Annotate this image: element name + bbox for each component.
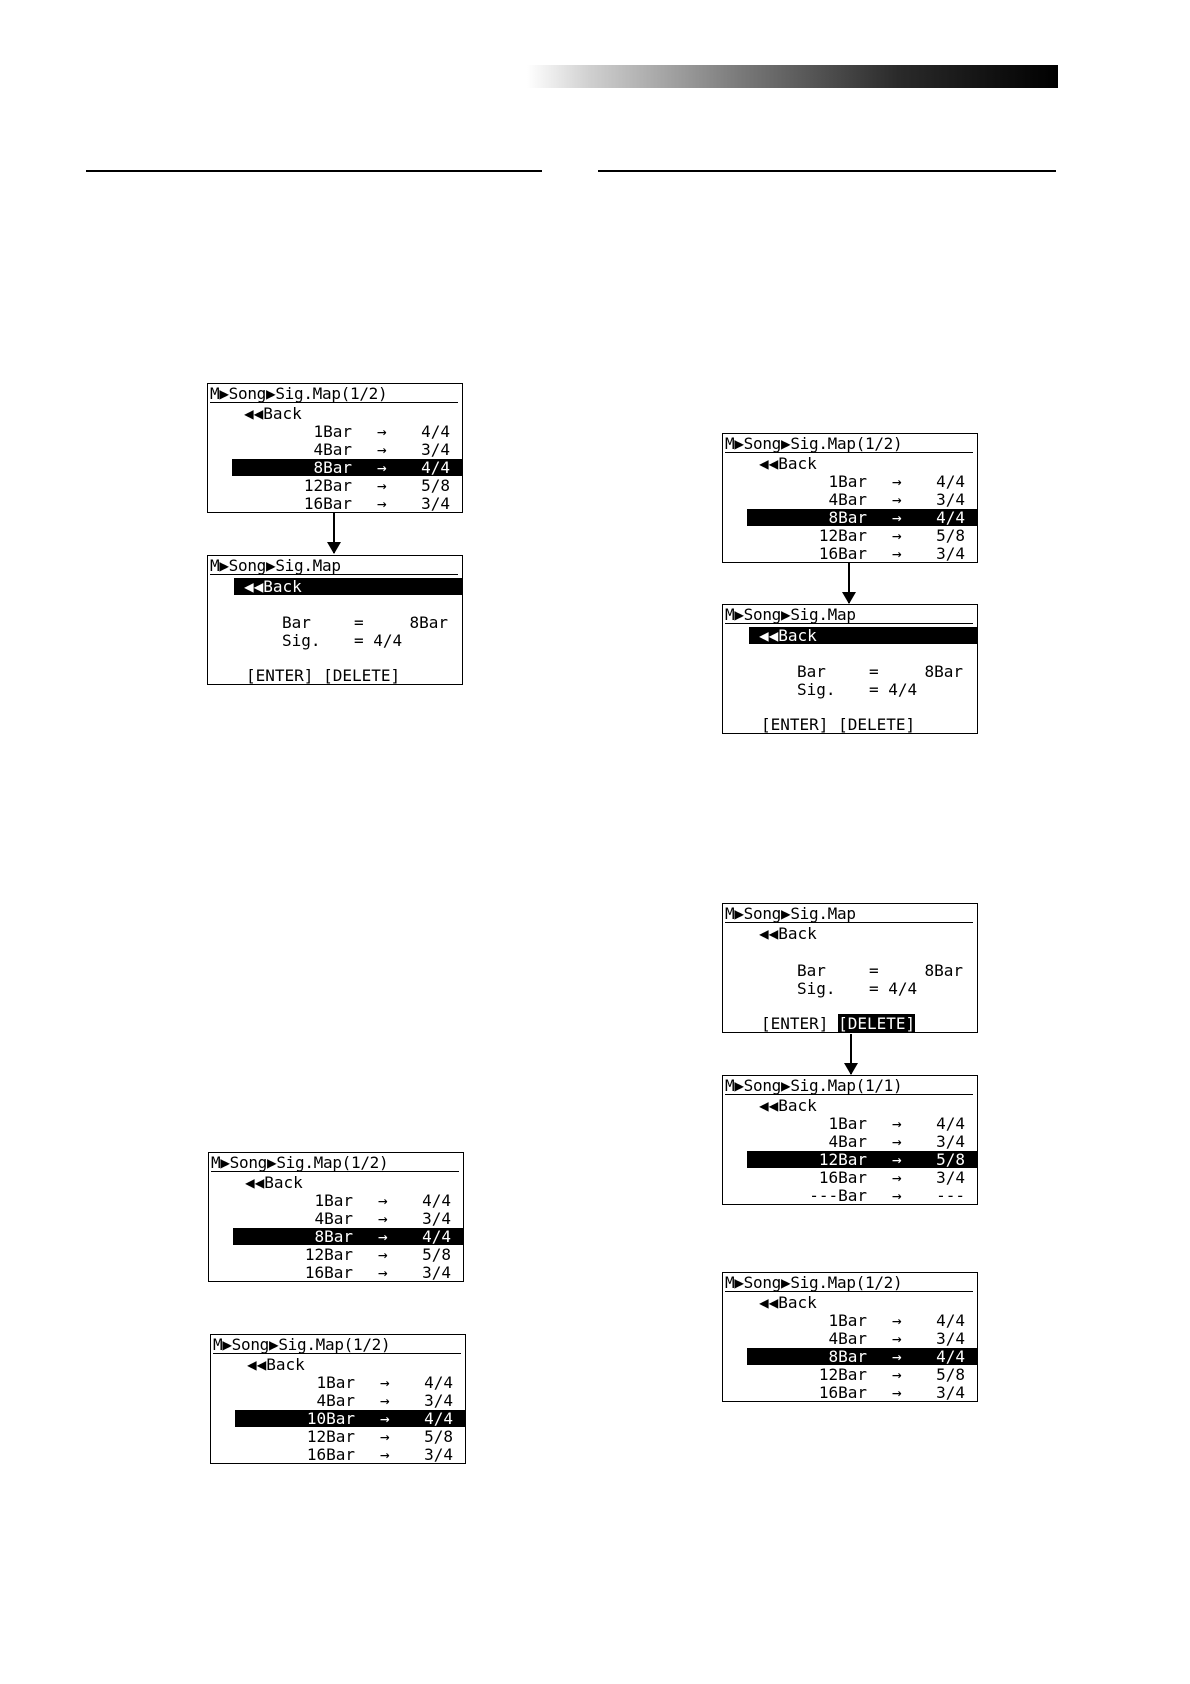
- back-item[interactable]: ◀◀Back: [759, 924, 817, 943]
- flow-arrow: [850, 1034, 852, 1074]
- list-item-selected[interactable]: 8Bar → 4/4: [747, 1348, 977, 1365]
- back-item[interactable]: ◀◀Back: [759, 454, 817, 473]
- back-item-selected[interactable]: ◀◀Back: [234, 578, 462, 595]
- list-item[interactable]: 1Bar → 4/4: [314, 1191, 451, 1210]
- lcd-title: M▶Song▶Sig.Map(1/2): [210, 385, 458, 403]
- list-item[interactable]: 1Bar → 4/4: [828, 472, 965, 491]
- list-item[interactable]: 16Bar → 3/4: [818, 544, 965, 563]
- button-row: [246, 667, 400, 684]
- list-item[interactable]: 1Bar → 4/4: [316, 1373, 453, 1392]
- list-item[interactable]: 16Bar → 3/4: [304, 1263, 451, 1282]
- enter-button[interactable]: [ENTER]: [246, 666, 314, 685]
- list-item[interactable]: 12Bar → 5/8: [818, 1365, 965, 1384]
- lcd-sig-map-detail: M▶Song▶Sig.Map ◀◀Back Bar = 8Bar Sig. = 4/4 [ENTER] [DELETE]: [207, 555, 463, 685]
- list-item-selected[interactable]: 10Bar → 4/4: [235, 1410, 465, 1427]
- button-row: [761, 1015, 915, 1032]
- right-column-rule: [598, 170, 1056, 172]
- button-row: [761, 716, 915, 733]
- delete-button-selected[interactable]: [DELETE]: [838, 1014, 916, 1033]
- list-item[interactable]: 16Bar → 3/4: [818, 1168, 965, 1187]
- list-item[interactable]: 1Bar → 4/4: [313, 422, 450, 441]
- lcd-title: M▶Song▶Sig.Map: [725, 606, 973, 624]
- list-item[interactable]: 12Bar → 5/8: [303, 476, 450, 495]
- lcd-title: M▶Song▶Sig.Map(1/2): [725, 435, 973, 453]
- lcd-sig-map-list: [207, 383, 463, 513]
- lcd-sig-map-detail-delete: M▶Song▶Sig.Map ◀◀Back Bar = 8Bar Sig. = 4/4 [ENTER] [DELETE]: [722, 903, 978, 1033]
- lcd-sig-map-list: [208, 1152, 464, 1282]
- list-item[interactable]: ---Bar → ---: [809, 1186, 965, 1205]
- lcd-title: M▶Song▶Sig.Map: [725, 905, 973, 923]
- list-item[interactable]: 12Bar → 5/8: [304, 1245, 451, 1264]
- lcd-title: M▶Song▶Sig.Map(1/2): [213, 1336, 461, 1354]
- list-item[interactable]: 4Bar → 3/4: [828, 1132, 965, 1151]
- list-item[interactable]: 16Bar → 3/4: [818, 1383, 965, 1402]
- list-item[interactable]: 16Bar → 3/4: [306, 1445, 453, 1464]
- list-item[interactable]: 4Bar → 3/4: [313, 440, 450, 459]
- back-item[interactable]: ◀◀Back: [244, 404, 302, 423]
- lcd-title: M▶Song▶Sig.Map(1/1): [725, 1077, 973, 1095]
- enter-button[interactable]: [ENTER]: [761, 1014, 829, 1033]
- delete-button[interactable]: [DELETE]: [838, 715, 916, 734]
- list-item[interactable]: 4Bar → 3/4: [316, 1391, 453, 1410]
- lcd-sig-map-list-after-delete: [722, 1075, 978, 1205]
- lcd-sig-map-list-edited: [210, 1334, 466, 1464]
- list-item[interactable]: 12Bar → 5/8: [306, 1427, 453, 1446]
- enter-button[interactable]: [ENTER]: [761, 715, 829, 734]
- list-item[interactable]: 16Bar → 3/4: [303, 494, 450, 513]
- back-item[interactable]: ◀◀Back: [759, 1293, 817, 1312]
- list-item-selected[interactable]: 8Bar → 4/4: [232, 459, 462, 476]
- lcd-sig-map-list: [722, 433, 978, 563]
- list-item-selected[interactable]: 8Bar → 4/4: [747, 509, 977, 526]
- back-item-selected[interactable]: ◀◀Back: [749, 627, 977, 644]
- lcd-title: M▶Song▶Sig.Map(1/2): [725, 1274, 973, 1292]
- flow-arrow: [333, 513, 335, 553]
- header-gradient-bar: [527, 65, 1058, 88]
- left-column-rule: [86, 170, 542, 172]
- list-item[interactable]: 1Bar → 4/4: [828, 1114, 965, 1133]
- back-item[interactable]: ◀◀Back: [245, 1173, 303, 1192]
- list-item[interactable]: 4Bar → 3/4: [828, 1329, 965, 1348]
- list-item[interactable]: 1Bar → 4/4: [828, 1311, 965, 1330]
- list-item[interactable]: 12Bar → 5/8: [818, 526, 965, 545]
- lcd-sig-map-detail: M▶Song▶Sig.Map ◀◀Back Bar = 8Bar Sig. = 4/4 [ENTER] [DELETE]: [722, 604, 978, 734]
- list-item[interactable]: 4Bar → 3/4: [314, 1209, 451, 1228]
- list-item-selected[interactable]: 8Bar → 4/4: [233, 1228, 463, 1245]
- flow-arrow: [848, 563, 850, 603]
- lcd-title: M▶Song▶Sig.Map(1/2): [211, 1154, 459, 1172]
- lcd-sig-map-list: [722, 1272, 978, 1402]
- lcd-title: M▶Song▶Sig.Map: [210, 557, 458, 575]
- delete-button[interactable]: [DELETE]: [323, 666, 401, 685]
- back-item[interactable]: ◀◀Back: [247, 1355, 305, 1374]
- back-item[interactable]: ◀◀Back: [759, 1096, 817, 1115]
- list-item-selected[interactable]: 12Bar → 5/8: [747, 1151, 977, 1168]
- list-item[interactable]: 4Bar → 3/4: [828, 490, 965, 509]
